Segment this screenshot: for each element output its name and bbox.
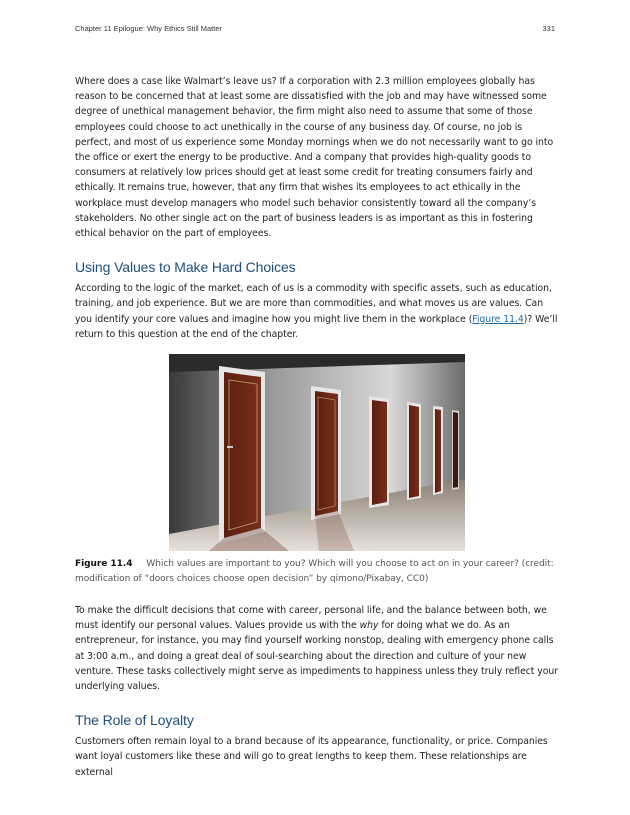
figure-caption-text: Which values are important to you? Which will you choose to act on in your career? (credit: modification of “doors choices choose open decision” by qimono/Pixabay, CC0) bbox=[75, 559, 554, 585]
figure-caption bbox=[75, 557, 559, 587]
chapter-title: Chapter 11 Epilogue: Why Ethics Still Matter bbox=[75, 24, 223, 33]
figure-link[interactable]: Figure 11.4 bbox=[472, 313, 524, 325]
section-heading-values: Using Values to Make Hard Choices bbox=[75, 259, 296, 276]
running-head bbox=[75, 24, 555, 33]
figure-label: Figure 11.4 bbox=[75, 559, 133, 570]
page-content bbox=[75, 74, 559, 792]
paragraph-values: According to the logic of the market, each of us is a commodity with specific assets, such as education, training, and job experience. But we are more than commodities, and what moves us are values. Can you identify your core values and imagine how you might live them in the workplace (Figure 11.4)? We’ll return to this question at the end of the chapter. bbox=[75, 283, 558, 340]
doors-photo bbox=[169, 354, 465, 551]
page-number: 331 bbox=[542, 24, 555, 33]
section-heading-loyalty: The Role of Loyalty bbox=[75, 712, 194, 729]
paragraph-walmart: Where does a case like Walmart’s leave us? If a corporation with 2.3 million employees globally has reason to be concerned that at least some are dissatisfied with the job and may have witnessed some degree of unethical management behavior, the firm might also need to assume that some of those employees could choose to act unethically in the course of any business day. Of course, no job is perfect, and most of us experience some Monday mornings when we do not necessarily want to go into the office or exert the energy to be productive. And a company that provides high-quality goods to consumers at relatively low prices should get at least some credit for treating consumers fairly and ethically. It remains true, however, that any firm that wishes its employees to act ethically in the workplace must develop managers who model such behavior consistently toward all the company’s stakeholders. No other single act on the part of business leaders is as important as this in fostering ethical behavior on the part of employees. bbox=[75, 76, 554, 240]
figure-11-4 bbox=[75, 354, 559, 587]
paragraph-loyalty: Customers often remain loyal to a brand because of its appearance, functionality, or price. Companies want loyal customers like these and will go to great lengths to keep them. These relationships are external bbox=[75, 736, 548, 778]
paragraph-personal-values: To make the difficult decisions that come with career, personal life, and the balance between both, we must identify our personal values. Values provide us with the why for doing what we do. As an entrepreneur, for instance, you may find yourself working nonstop, dealing with emergency phone calls at 3:00 a.m., and doing a great deal of soul-searching about the direction and culture of your new venture. These tasks collectively might serve as impediments to happiness unless they truly reflect your underlying values. bbox=[75, 605, 559, 693]
